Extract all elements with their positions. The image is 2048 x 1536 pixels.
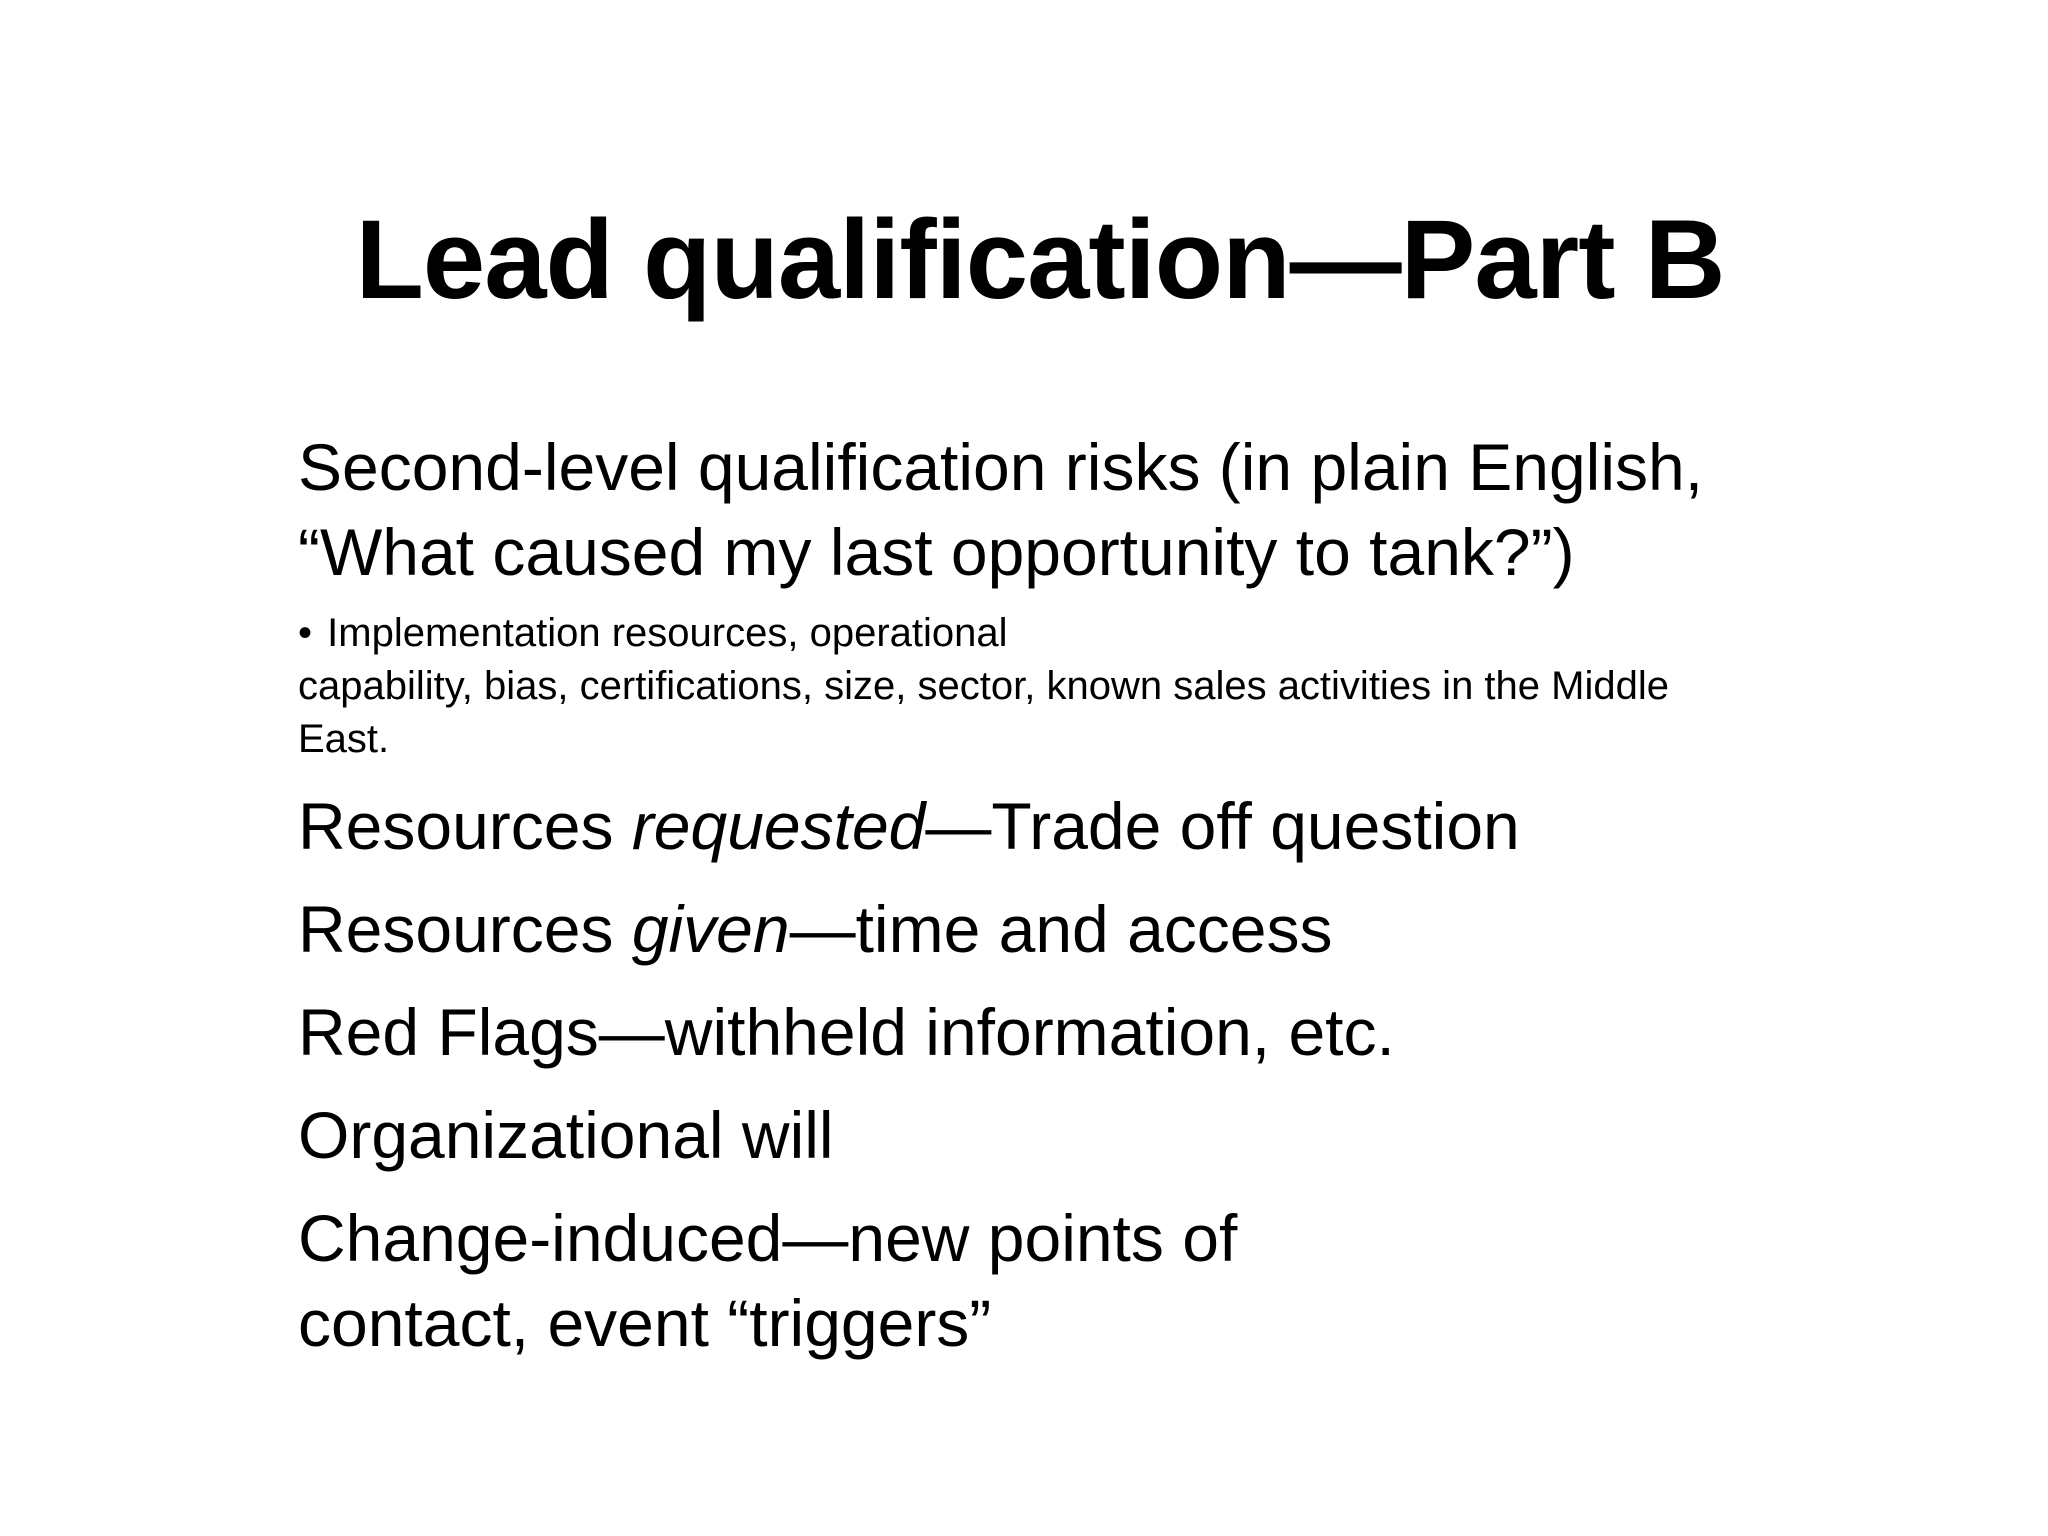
item-emphasis: given (631, 892, 790, 966)
intro-paragraph: Second-level qualification risks (in plain English, “What caused my last opportunity to tank?”) (298, 430, 1704, 589)
item-red-flags: Red Flags—withheld information, etc. (298, 995, 1395, 1069)
slide-title: Lead qualification—Part B (355, 197, 1725, 322)
sub-bullet-line2: capability, bias, certifications, size, sector, known sales activities in the Middle East. (298, 664, 1669, 761)
item-organizational-will: Organizational will (298, 1098, 834, 1172)
sub-bullet (298, 607, 1728, 766)
item-change-induced: Change-induced—new points of contact, event “triggers” (298, 1201, 1238, 1360)
item-suffix: —time and access (789, 892, 1333, 966)
item-prefix: Resources (298, 789, 632, 863)
item-prefix: Resources (298, 892, 632, 966)
item-resources-requested (298, 784, 1738, 869)
bullet-marker: • (298, 611, 313, 655)
item-resources-given (298, 887, 1738, 972)
sub-bullet-line1: Implementation resources, operational (327, 611, 1008, 655)
item-emphasis: requested (631, 789, 926, 863)
item-suffix: —Trade off question (925, 789, 1520, 863)
slide-body (298, 425, 1738, 1384)
